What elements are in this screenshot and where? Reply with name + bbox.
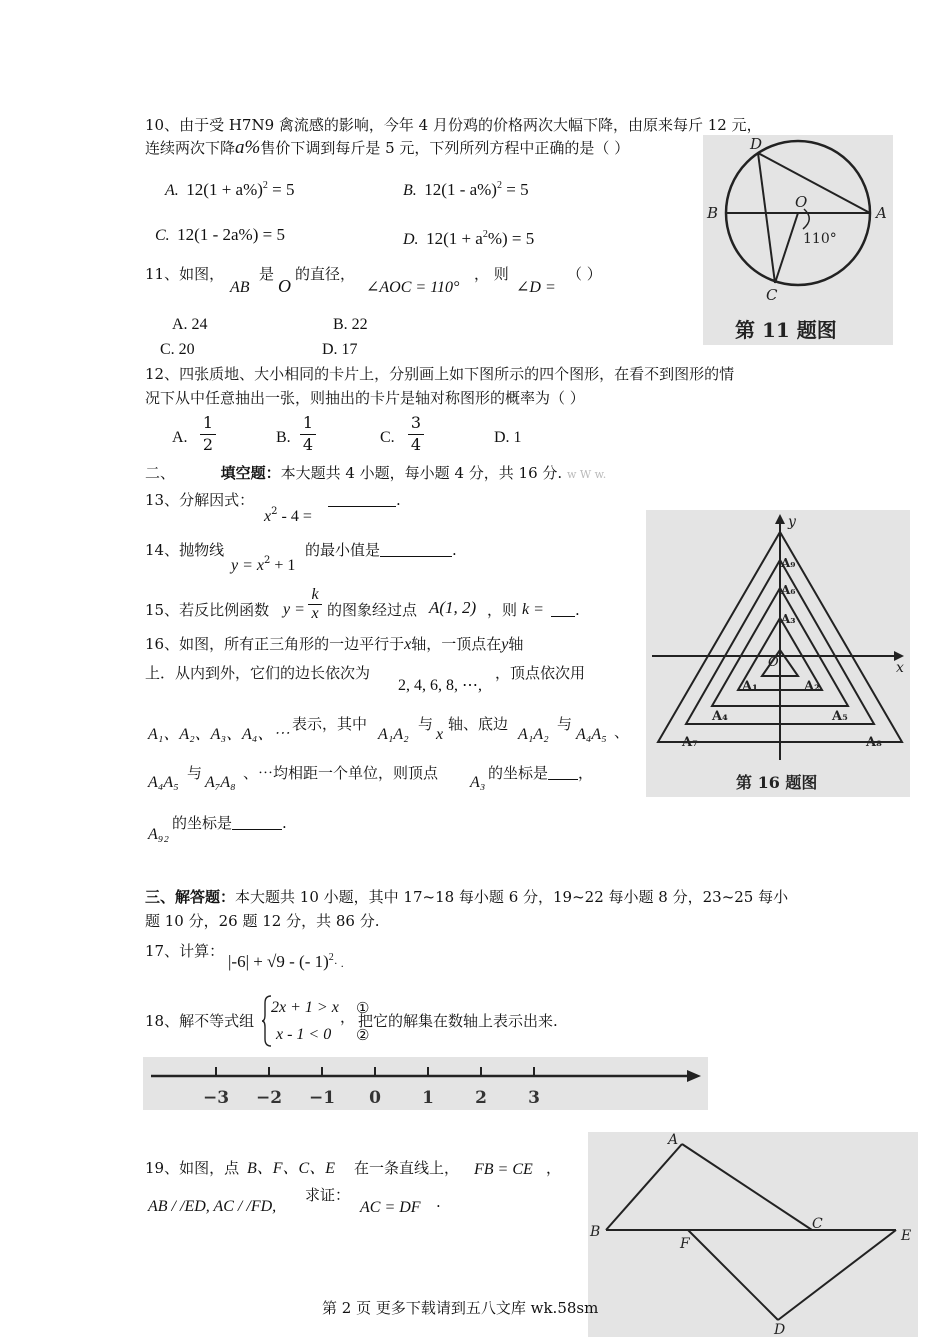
q16-line3-a: 表示，其中 — [292, 715, 368, 733]
y-axis-arrow — [775, 514, 785, 524]
figure-11-diagram — [703, 135, 893, 345]
label-f: F — [680, 1236, 690, 1252]
q17-text: 17、计算： — [145, 942, 225, 960]
label-a9: A₉ — [781, 556, 796, 570]
q12-option-c-label: C. — [380, 429, 395, 446]
q12-option-b-label: B. — [276, 429, 291, 446]
section-2-heading: 二、 填空题：本大题共 4 小题，每小题 4 分，共 16 分. w W w. — [145, 464, 607, 482]
segment-ab — [606, 1144, 682, 1230]
q19-line1-b: 在一条直线上， — [354, 1159, 460, 1177]
q16-line4-c: 的坐标是 ， — [488, 764, 594, 782]
q12-option-a-label: A. — [172, 429, 188, 446]
q16-line3-e: 、 — [614, 723, 630, 741]
q19-dot: . — [436, 1193, 441, 1211]
radius-oc — [775, 213, 798, 283]
figure-19 — [588, 1132, 918, 1337]
q10-option-b: B. 12(1 - a%)$^2$ = 5 — [403, 180, 529, 199]
tick-label: 3 — [528, 1088, 540, 1108]
q16-a1a2-b: A₁A₂ — [518, 726, 549, 743]
section-3-line1: 三、解答题：本大题共 10 小题，其中 17~18 每小题 6 分，19~22 每小题 8 分，23~25 每小 — [145, 888, 789, 906]
q16-a92: A₉₂ — [148, 826, 169, 843]
q15-fraction: k x — [308, 586, 322, 623]
q16-a1a2: A₁A₂ — [378, 726, 409, 743]
q11-is: 是 — [259, 265, 275, 283]
label-e: E — [901, 1228, 912, 1244]
q13-blank-line[interactable] — [328, 490, 396, 507]
q13-text: 13、分解因式： — [145, 491, 255, 509]
q18-inequality-2: x - 1 < 0 — [276, 1026, 332, 1043]
q14-expression: $y = x^2 + 1$ — [231, 555, 296, 574]
q14-answer: 的最小值是 . — [305, 541, 457, 559]
q11-diameter: 的直径， — [295, 265, 356, 283]
q16-a92-blank-line[interactable] — [232, 813, 282, 830]
q16-line3-b: 与 — [418, 715, 434, 733]
q12-option-a-fraction: 1 2 — [200, 413, 216, 454]
q16-line2-a: 上．从内到外，它们的边长依次为 — [145, 664, 371, 682]
q18-inequality-1: 2x + 1 > x — [271, 999, 339, 1016]
q16-x-axis-var: x — [436, 726, 444, 743]
number-line-ticks — [203, 1067, 540, 1108]
q11-prefix: 11、如图， — [145, 265, 225, 283]
q11-option-a: A. 24 — [172, 316, 208, 333]
label-a8: A₈ — [866, 735, 882, 750]
q19-parallel: AB / /ED, AC / /FD, — [148, 1198, 277, 1215]
label-y: y — [788, 514, 796, 530]
q15-text: 15、若反比例函数 — [145, 601, 270, 619]
label-a: A — [668, 1132, 679, 1148]
label-a7: A₇ — [682, 735, 698, 750]
q18-mark-2: ② — [356, 1026, 370, 1044]
label-b: B — [590, 1224, 601, 1240]
label-a6: A₆ — [781, 583, 796, 597]
segment-de — [778, 1230, 896, 1320]
q18-text: 18、解不等式组 — [145, 1012, 255, 1030]
q12-option-b-fraction: 1 4 — [300, 413, 316, 454]
q15-answer-blank[interactable]: . — [551, 600, 580, 620]
label-a1: A₁ — [742, 679, 758, 694]
label-x: x — [896, 660, 904, 676]
q16-a4a5: A₄A₅ — [576, 726, 607, 743]
q17-expression: |-6| + √9 - (- 1)$^2$· . — [228, 952, 344, 971]
q19-points: B、F、C、E — [247, 1160, 335, 1177]
q16-line1: 16、如图，所有正三角形的一边平行于x轴，一顶点在y轴 — [145, 635, 524, 653]
q12-line2: 况下从中任意抽出一张，则抽出的卡片是轴对称图形的概率为（ ） — [145, 389, 585, 407]
tick-label: −3 — [202, 1088, 230, 1108]
q15-blank-line[interactable] — [551, 600, 575, 617]
q16-a7a8: A₇A₈ — [205, 774, 236, 791]
label-o: O — [795, 193, 808, 211]
q16-a4a5-b: A₄A₅ — [148, 774, 179, 791]
q19-fb-ce: FB = CE — [474, 1161, 533, 1178]
q14-text: 14、抛物线 — [145, 541, 225, 559]
q15-k-equals: k = — [522, 601, 544, 618]
label-b: B — [707, 204, 719, 222]
label-a2: A₂ — [804, 679, 820, 694]
q15-point: A(1, 2) — [429, 598, 477, 617]
q16-a3: A₃ — [470, 774, 486, 791]
label-c: C — [766, 286, 778, 304]
q10-option-d: D. $12(1 + a^2\%) = 5$ — [403, 229, 535, 248]
section-3-line2: 题 10 分，26 题 12 分，共 86 分. — [145, 912, 380, 930]
segment-ac — [682, 1144, 812, 1230]
q18-mark-1: ① — [356, 999, 370, 1017]
watermark-text: w W w. — [566, 468, 607, 481]
q19-line1-a: 19、如图，点 — [145, 1159, 240, 1177]
label-a: A — [876, 204, 887, 222]
q11-option-b: B. 22 — [333, 316, 368, 333]
q10-var: a% — [235, 137, 261, 158]
q10-option-c: C. 12(1 - 2a%) = 5 — [155, 225, 285, 244]
q10-option-a: A. $12(1 + a\%)^2 = 5$ — [165, 180, 295, 199]
figure-11 — [703, 135, 893, 345]
q16-a3-blank-line[interactable] — [548, 763, 578, 780]
label-a4: A₄ — [712, 709, 728, 724]
q16-points-list: A₁、A₂、A₃、A₄、⋯ — [148, 726, 290, 743]
q11-angle-aoc: ∠AOC = 110° — [366, 279, 460, 296]
q11-o: O — [278, 276, 291, 296]
figure-16 — [646, 510, 910, 797]
q15-then: ，则 — [487, 601, 518, 619]
q16-line3-c: 轴、底边 — [448, 715, 509, 733]
q19-prove: 求证： — [305, 1186, 351, 1204]
label-c: C — [812, 1216, 823, 1232]
label-a3: A₃ — [781, 612, 796, 626]
q15-after: 的图象经过点 — [327, 601, 418, 619]
figure-11-caption: 第 11 题图 — [735, 318, 837, 342]
figure-16-diagram — [646, 510, 910, 797]
q11-option-d: D. 17 — [322, 341, 358, 358]
q19-comma: ， — [546, 1159, 562, 1177]
tick-label: −2 — [255, 1088, 283, 1108]
q13-expression: $x^2 - 4$ = — [264, 506, 312, 525]
number-line-arrow — [687, 1070, 701, 1082]
label-d: D — [750, 135, 763, 153]
q16-line4-b: 、⋯均相距一个单位，则顶点 — [243, 764, 439, 782]
q19-ac-df: AC = DF — [360, 1199, 421, 1216]
page-footer: 第 2 页 更多下载请到五八文库 wk.58sm — [322, 1299, 599, 1317]
segment-fd — [688, 1230, 778, 1320]
q16-line2-b: ，顶点依次用 — [495, 664, 586, 682]
q10-line1: 10、由于受 H7N9 禽流感的影响，今年 4 月份鸡的价格两次大幅下降，由原来每斤 12 元， — [145, 116, 762, 134]
tick-label: 0 — [369, 1088, 381, 1108]
label-a5: A₅ — [832, 709, 848, 724]
q10-line2b: 售价下调到每斤是 5 元，下列所列方程中正确的是（ ） — [260, 139, 630, 157]
figure-19-diagram — [588, 1132, 918, 1337]
q11-angle-d: ∠D = — [516, 279, 556, 296]
q13-answer-blank[interactable]: . — [328, 490, 401, 510]
label-d: D — [774, 1322, 786, 1337]
q14-blank-line[interactable] — [380, 540, 452, 557]
q15-y-equals: y = — [283, 601, 305, 618]
q18-after: 把它的解集在数轴上表示出来. — [358, 1012, 558, 1030]
q11-option-c: C. 20 — [160, 341, 195, 358]
q11-then: ， 则 — [474, 265, 509, 283]
q12-option-d: D. 1 — [494, 429, 522, 446]
label-o: O — [768, 655, 779, 670]
number-line-figure — [143, 1057, 708, 1110]
q10-line2a: 连续两次下降 — [145, 139, 236, 157]
q16-line3-d: 与 — [557, 715, 573, 733]
q11-paren: （ ） — [567, 265, 602, 283]
number-line — [143, 1057, 708, 1110]
tick-label: −1 — [308, 1088, 336, 1108]
chord-da — [758, 153, 870, 213]
q16-line5: 的坐标是 . — [172, 814, 287, 832]
tick-label: 1 — [422, 1088, 434, 1108]
q12-line1: 12、四张质地、大小相同的卡片上，分别画上如下图所示的四个图形，在看不到图形的情 — [145, 365, 735, 383]
q12-option-c-fraction: 3 4 — [408, 413, 424, 454]
figure-16-caption: 第 16 题图 — [736, 773, 818, 792]
label-angle-110: 110° — [803, 231, 837, 247]
q11-ab: AB — [230, 279, 250, 296]
tick-label: 2 — [475, 1088, 487, 1108]
q10-line2 — [145, 138, 629, 158]
q18-comma: ， — [340, 1008, 356, 1026]
q16-line4-a: 与 — [187, 764, 203, 782]
chord-dc — [758, 153, 775, 283]
q16-sequence: 2, 4, 6, 8, ⋯, — [398, 677, 482, 694]
